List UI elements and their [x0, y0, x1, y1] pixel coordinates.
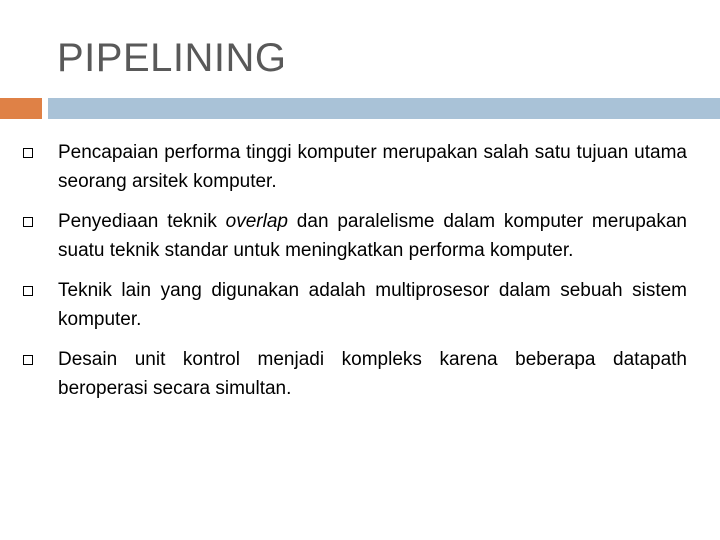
bullet-list [0, 138, 720, 414]
bullet-text-3: Teknik lain yang digunakan adalah multiprosesor dalam sebuah sistem komputer. [58, 280, 687, 330]
bullet-text-4: Desain unit kontrol menjadi kompleks karena beberapa datapath beroperasi secara simultan. [58, 349, 687, 399]
square-bullet-icon [23, 286, 33, 296]
accent-bar-orange [0, 98, 42, 119]
bullet-text-2-end: dan paralelisme dalam komputer merupakan suatu teknik standar untuk meningkatkan performa komputer. [58, 211, 687, 261]
bullet-text-1: Pencapaian performa tinggi komputer merupakan salah satu tujuan utama seorang arsitek komputer. [58, 142, 687, 192]
bullet-item-3 [0, 276, 720, 334]
accent-bar-blue [48, 98, 720, 119]
bullet-item-4 [0, 345, 720, 403]
square-bullet-icon [23, 148, 33, 158]
bullet-item-2 [0, 207, 720, 265]
square-bullet-icon [23, 355, 33, 365]
slide-title: PIPELINING [57, 36, 287, 80]
square-bullet-icon [23, 217, 33, 227]
bullet-text-2-italic: overlap [225, 211, 288, 232]
bullet-item-1 [0, 138, 720, 196]
bullet-text-2-start: Penyediaan teknik [58, 211, 226, 232]
